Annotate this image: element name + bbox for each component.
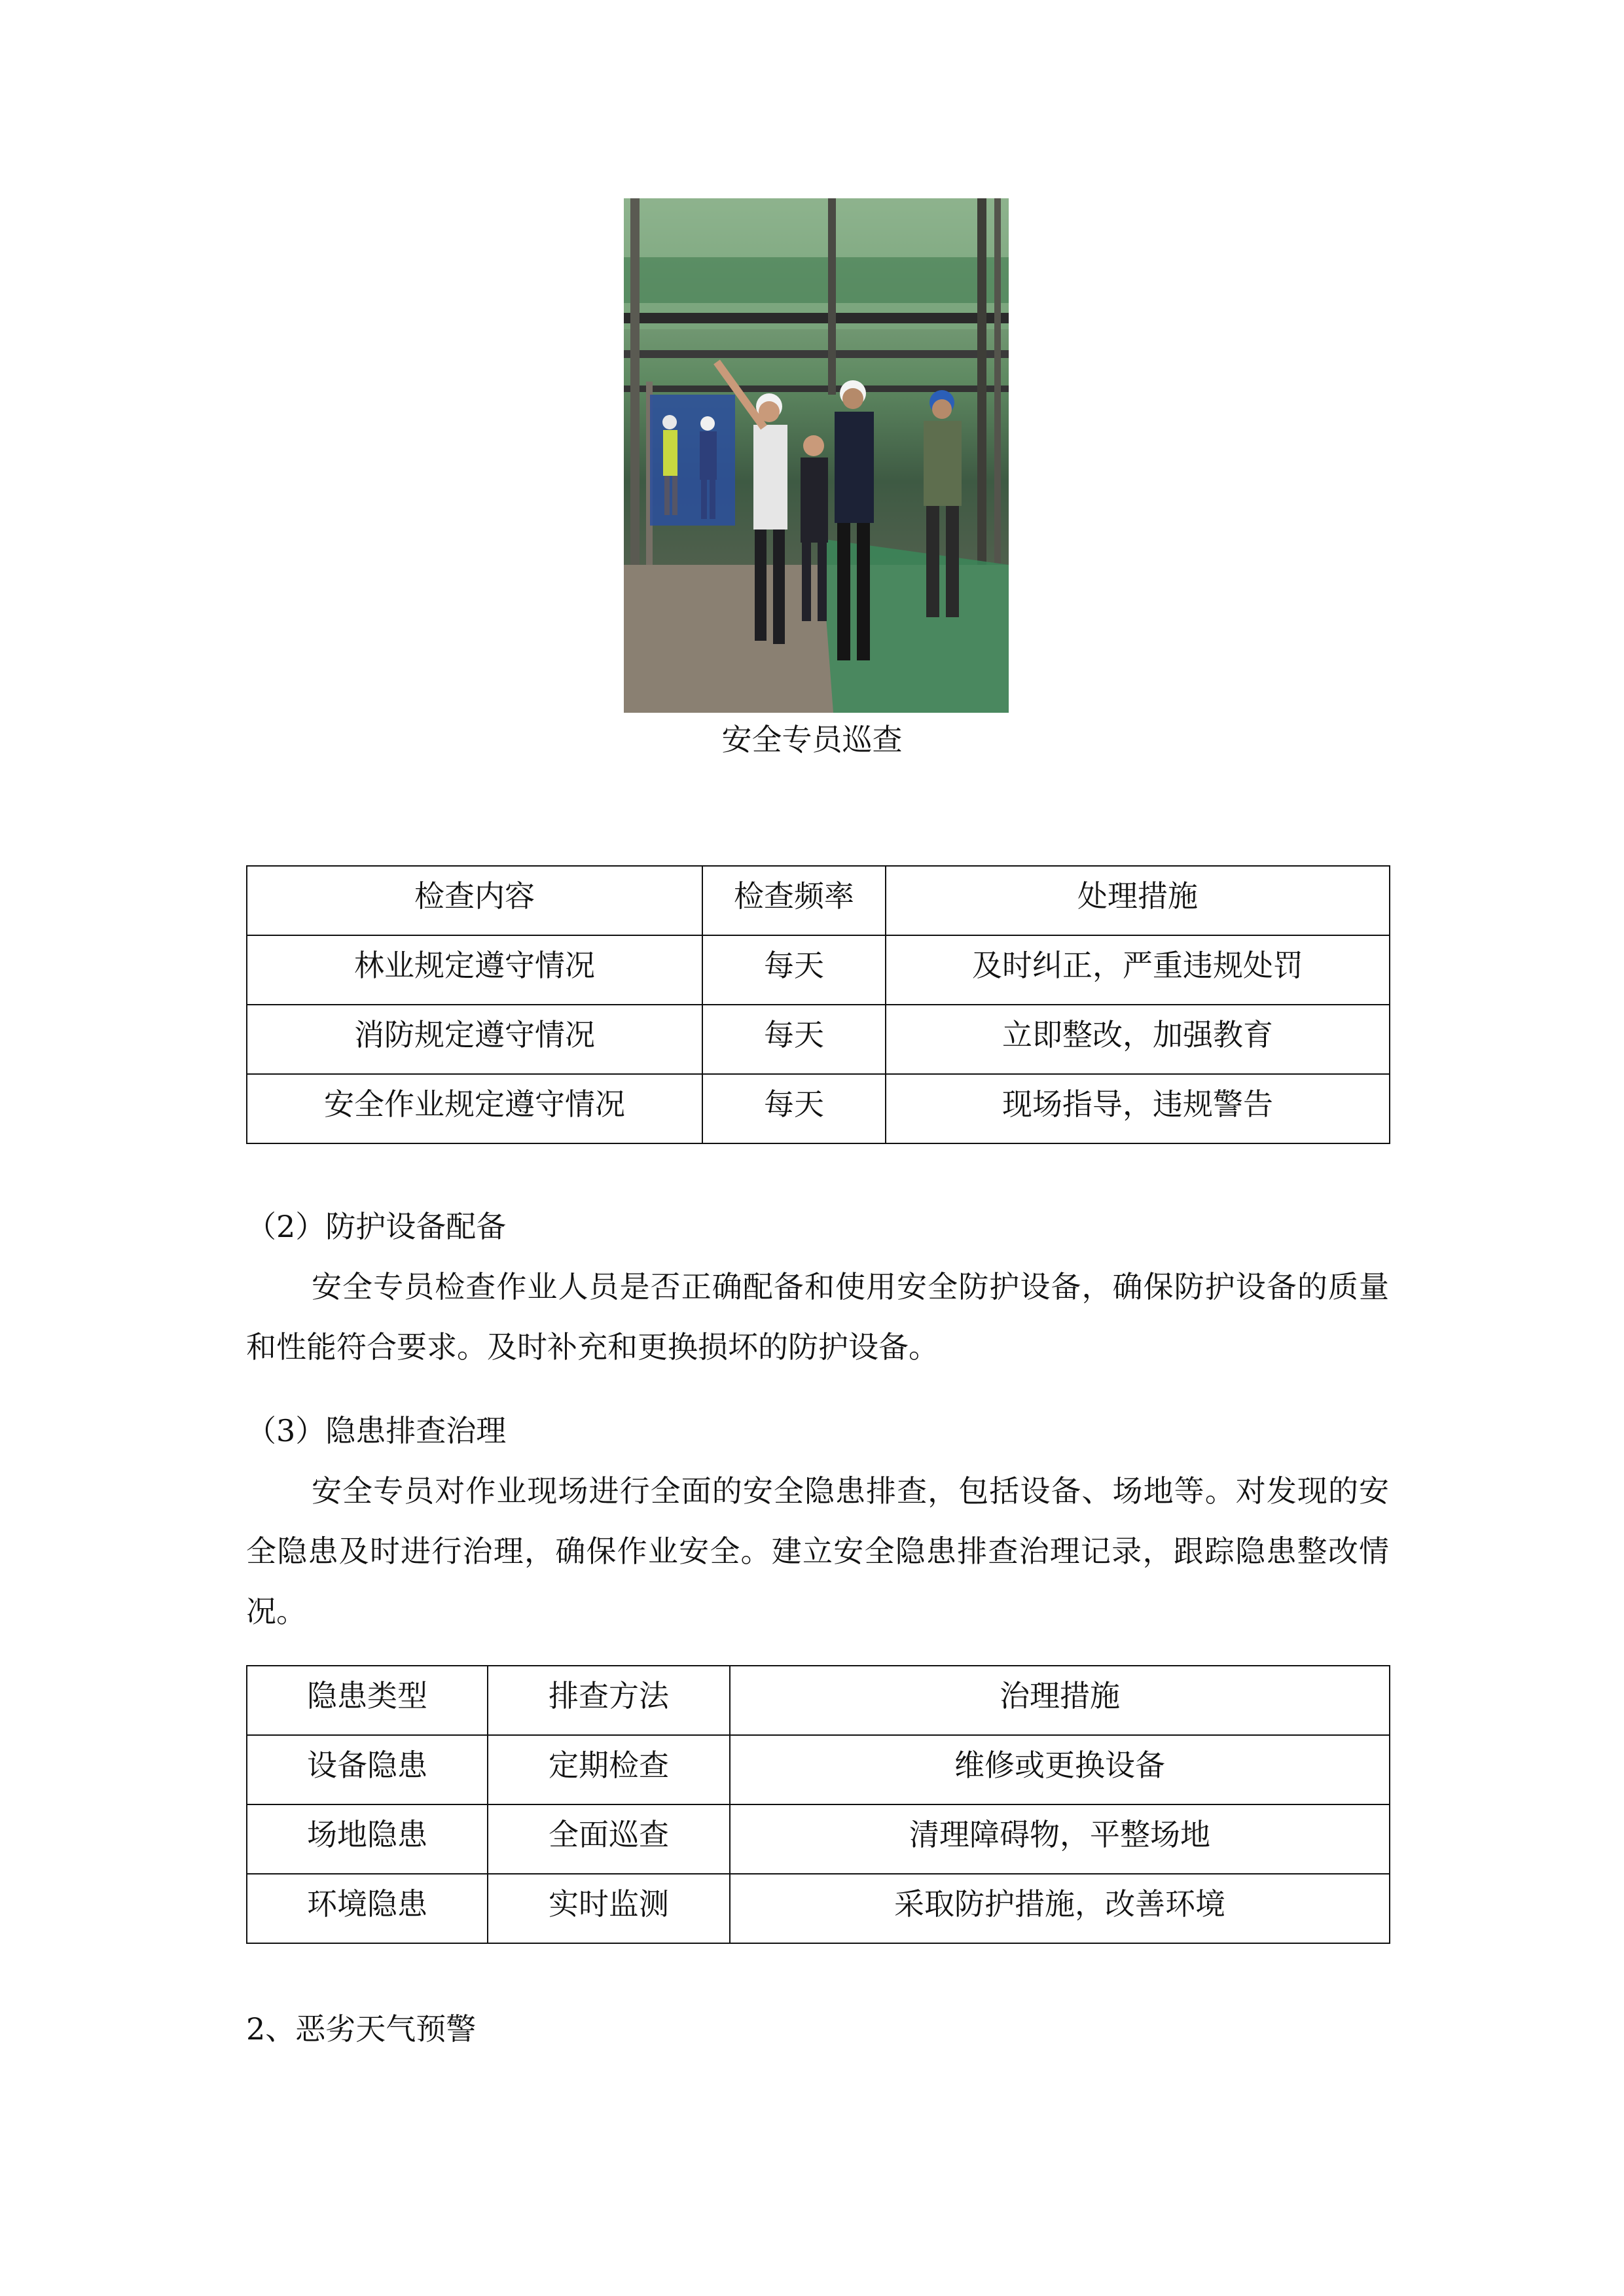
table-cell: 全面巡查: [488, 1804, 730, 1874]
table-cell: 现场指导，违规警告: [886, 1074, 1390, 1143]
hazard-table: [246, 1665, 1390, 1944]
table-cell: 设备隐患: [247, 1735, 488, 1804]
section-heading-hazard: （3）隐患排查治理: [246, 1413, 507, 1448]
table-cell: 每天: [702, 1074, 886, 1143]
table-row: [247, 935, 1390, 1005]
table-row: [247, 1005, 1390, 1074]
table-cell: 每天: [702, 1005, 886, 1074]
header-cell: 隐患类型: [247, 1666, 488, 1735]
figure-caption: 安全专员巡查: [721, 722, 903, 757]
section-body-hazard: 安全专员对作业现场进行全面的安全隐患排查，包括设备、场地等。对发现的安全隐患及时进行治理，确保作业安全。建立安全隐患排查治理记录，跟踪隐患整改情况。: [246, 1473, 1389, 1629]
table-header-row: [247, 1666, 1390, 1735]
table-cell: 维修或更换设备: [730, 1735, 1390, 1804]
table-row: [247, 1074, 1390, 1143]
table-cell: 林业规定遵守情况: [247, 935, 702, 1005]
table-header-row: [247, 866, 1390, 935]
table-cell: 清理障碍物，平整场地: [730, 1804, 1390, 1874]
table-cell: 安全作业规定遵守情况: [247, 1074, 702, 1143]
header-cell: 排查方法: [488, 1666, 730, 1735]
table-cell: 每天: [702, 935, 886, 1005]
header-cell: 处理措施: [886, 866, 1390, 935]
header-cell: 检查内容: [247, 866, 702, 935]
table-cell: 消防规定遵守情况: [247, 1005, 702, 1074]
table-row: [247, 1874, 1390, 1943]
table-cell: 实时监测: [488, 1874, 730, 1943]
inspection-photo-illustration: [624, 198, 1009, 713]
section-body-protection: 安全专员检查作业人员是否正确配备和使用安全防护设备，确保防护设备的质量和性能符合要求。及时补充和更换损坏的防护设备。: [246, 1269, 1389, 1365]
header-cell: 检查频率: [702, 866, 886, 935]
table-cell: 定期检查: [488, 1735, 730, 1804]
header-cell: 治理措施: [730, 1666, 1390, 1735]
inspection-photo: [624, 198, 1009, 713]
table-cell: 及时纠正，严重违规处罚: [886, 935, 1390, 1005]
table-cell: 场地隐患: [247, 1804, 488, 1874]
table-cell: 立即整改，加强教育: [886, 1005, 1390, 1074]
section-heading-weather: 2、恶劣天气预警: [246, 2011, 477, 2047]
inspection-table: [246, 865, 1390, 1144]
section-heading-protection: （2）防护设备配备: [246, 1209, 507, 1244]
table-row: [247, 1735, 1390, 1804]
table-cell: 环境隐患: [247, 1874, 488, 1943]
table-cell: 采取防护措施，改善环境: [730, 1874, 1390, 1943]
table-row: [247, 1804, 1390, 1874]
